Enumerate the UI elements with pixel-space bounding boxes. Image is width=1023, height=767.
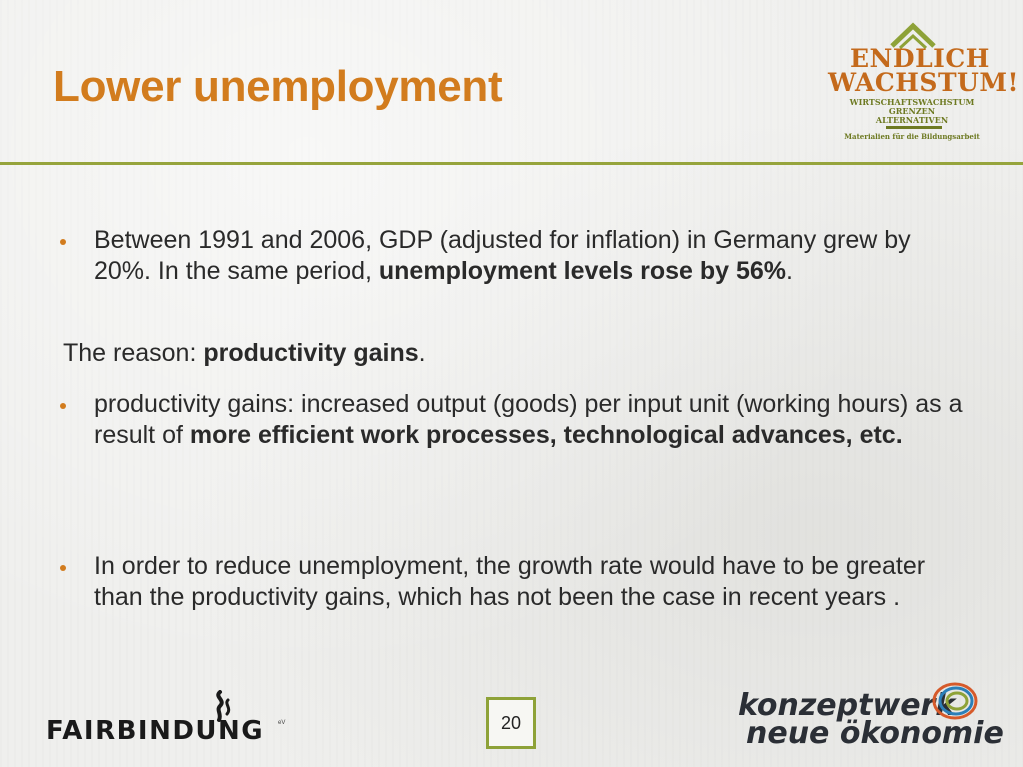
logo-sub3: ALTERNATIVEN <box>875 115 949 125</box>
konzeptwerk-line2: neue ökonomie <box>746 716 1004 751</box>
logo-line1: ENDLICH <box>850 44 990 73</box>
fairbindung-mark: eV <box>278 720 286 726</box>
bullet-bold: unemployment levels rose by 56% <box>378 257 786 285</box>
bullet-text: productivity gains: increased output (goods) per input unit (working hours) as a result of more efficient work processes, technological advances, etc. <box>94 390 963 449</box>
endlich-wachstum-logo <box>826 22 1019 141</box>
bullet-dot-icon <box>60 403 66 409</box>
logo-line2: WACHSTUM! <box>828 68 1019 97</box>
logo-footer: Materialien für die Bildungsarbeit <box>844 132 980 141</box>
rings-icon <box>931 681 979 721</box>
bullet-dot-icon <box>60 239 66 245</box>
slide-title: Lower unemployment <box>53 62 503 111</box>
reason-bold: productivity gains <box>203 339 419 367</box>
fairbindung-logo <box>46 690 291 750</box>
logo-sub2: GRENZEN <box>888 106 936 116</box>
logo-sub1: WIRTSCHAFTSWACHSTUM <box>849 97 975 107</box>
konzeptwerk-line1: konzeptwerk <box>738 688 956 723</box>
bullet-dot-icon <box>60 565 66 571</box>
header-divider <box>0 162 1023 165</box>
bullet-text: In order to reduce unemployment, the growth rate would have to be greater than the productivity gains, which has not been the case in recent years . <box>94 552 926 611</box>
page-number: 20 <box>486 697 536 749</box>
konzeptwerk-logo <box>738 678 1004 753</box>
bullet-bold: more efficient work processes, technological advances, etc. <box>189 421 903 449</box>
reason-line: The reason: productivity gains. <box>63 339 426 367</box>
bullet-text: Between 1991 and 2006, GDP (adjusted for inflation) in Germany grew by 20%. In the same period, unemployment levels rose by 56%. <box>94 226 911 285</box>
logo-bar <box>886 126 942 129</box>
fairbindung-text: FAIRBINDUNG <box>46 716 265 746</box>
